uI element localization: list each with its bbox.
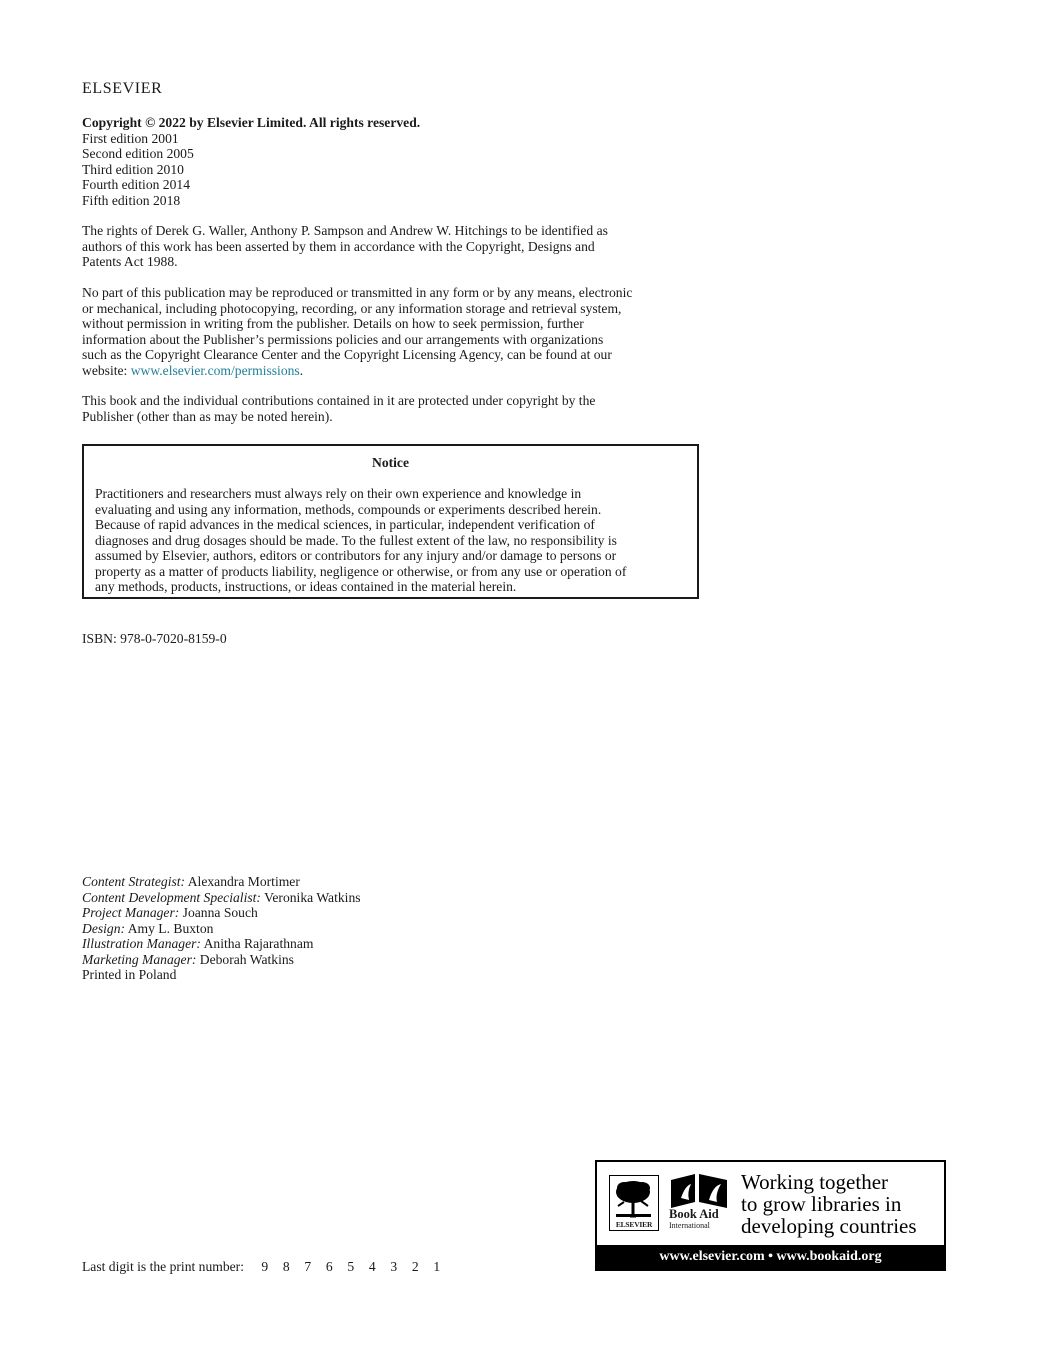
- text-line: Practitioners and researchers must always rely on their own experience and knowledge in: [95, 486, 582, 501]
- notice-box: [82, 444, 699, 599]
- credit-name: Deborah Watkins: [196, 951, 294, 967]
- slogan-line: Working together: [741, 1170, 889, 1194]
- copyright-statement: Copyright © 2022 by Elsevier Limited. All rights reserved.: [82, 115, 421, 130]
- credit-name: Joanna Souch: [179, 905, 258, 920]
- edition-line: Second edition 2005: [82, 146, 194, 161]
- bookaid-title: Book Aid: [669, 1207, 719, 1221]
- credit-role: Design:: [82, 920, 126, 936]
- elsevier-logo-label: ELSEVIER: [615, 1220, 653, 1229]
- credit-line: [82, 936, 361, 952]
- credit-name: Amy L. Buxton: [125, 920, 214, 936]
- text-line: or mechanical, including photocopying, recording, or any information storage and retrieval system,: [82, 300, 622, 316]
- tree-icon: [610, 1176, 657, 1220]
- text-line: diagnoses and drug dosages should be made. To the fullest extent of the law, no responsibility is: [95, 532, 617, 548]
- text-line: assumed by Elsevier, authors, editors or contributors for any injury and/or damage to persons or: [95, 548, 617, 563]
- print-digit: 1: [433, 1259, 441, 1274]
- protection-paragraph: [82, 393, 712, 424]
- edition-line: Third edition 2010: [82, 161, 184, 177]
- reproduction-paragraph: [82, 285, 722, 378]
- credit-role: Project Manager:: [82, 905, 180, 920]
- credit-line: [82, 952, 361, 968]
- text-line: information about the Publisher’s permissions policies and our arrangements with organizations: [82, 331, 604, 347]
- text-line: The rights of Derek G. Waller, Anthony P. Sampson and Andrew W. Hitchings to be identified as: [82, 223, 608, 238]
- text-line: without permission in writing from the publisher. Details on how to seek permission, further: [82, 316, 584, 331]
- slogan-line: developing countries: [741, 1214, 917, 1238]
- print-digit: 5: [347, 1259, 355, 1274]
- notice-title: Notice: [372, 455, 409, 470]
- slogan-line: to grow libraries in: [741, 1192, 902, 1216]
- edition-line: First edition 2001: [82, 130, 179, 146]
- credit-line: [82, 921, 361, 937]
- credit-role: Marketing Manager:: [82, 951, 197, 967]
- print-digit: 9: [261, 1259, 269, 1274]
- print-number-line: [82, 1259, 455, 1275]
- text-line: Publisher (other than as may be noted herein).: [82, 408, 333, 424]
- credits-block: [82, 874, 361, 983]
- printed-in: Printed in Poland: [82, 967, 177, 982]
- credit-role: Illustration Manager:: [82, 936, 201, 951]
- website-suffix: .: [299, 362, 304, 378]
- credit-line: [82, 874, 361, 890]
- print-digit: 3: [390, 1259, 398, 1274]
- text-line: authors of this work has been asserted by them in accordance with the Copyright, Designs and: [82, 238, 595, 254]
- notice-body: [95, 486, 692, 595]
- elsevier-tree-logo: [609, 1175, 659, 1231]
- isbn: ISBN: 978-0-7020-8159-0: [82, 631, 227, 646]
- rights-paragraph: [82, 223, 712, 270]
- text-line: evaluating and using any information, methods, compounds or experiments described herein.: [95, 501, 602, 517]
- edition-line: Fourth edition 2014: [82, 177, 190, 192]
- bookaid-name: [669, 1209, 719, 1231]
- print-digit: 4: [368, 1259, 376, 1274]
- publisher-name: ELSEVIER: [82, 80, 163, 97]
- credit-line: [82, 905, 361, 921]
- credit-name: Alexandra Mortimer: [185, 874, 300, 889]
- text-line: [82, 363, 722, 379]
- text-line: Patents Act 1988.: [82, 254, 178, 269]
- bookaid-subtitle: International: [669, 1221, 710, 1230]
- print-digit: 7: [304, 1259, 312, 1274]
- credit-role: Content Strategist:: [82, 874, 186, 889]
- credit-name: Veronika Watkins: [260, 889, 361, 905]
- text-line: Because of rapid advances in the medical sciences, in particular, independent verification of: [95, 517, 595, 532]
- credit-role: Content Development Specialist:: [82, 889, 261, 905]
- print-number-label: Last digit is the print number:: [82, 1259, 244, 1274]
- bookaid-logo: [669, 1172, 731, 1234]
- print-digit: 8: [282, 1259, 290, 1274]
- text-line: any methods, products, instructions, or ideas contained in the material herein.: [95, 579, 517, 594]
- edition-line: Fifth edition 2018: [82, 192, 181, 208]
- text-line: property as a matter of products liability, negligence or otherwise, or from any use or operation of: [95, 563, 627, 579]
- print-digits: [261, 1259, 455, 1274]
- bookaid-banner: [595, 1160, 946, 1271]
- website-prefix: website:: [82, 362, 131, 378]
- bookaid-slogan: [741, 1171, 917, 1237]
- text-line: This book and the individual contributions contained in it are protected under copyright by the: [82, 393, 596, 408]
- text-line: such as the Copyright Clearance Center and the Copyright Licensing Agency, can be found at our: [82, 347, 612, 362]
- print-digit: 6: [325, 1259, 333, 1274]
- book-aid-icon: [669, 1172, 731, 1210]
- credit-name: Anitha Rajarathnam: [200, 936, 314, 951]
- credit-line: [82, 890, 361, 906]
- bookaid-urls: www.elsevier.com • www.bookaid.org: [597, 1245, 944, 1269]
- print-digit: 2: [411, 1259, 419, 1274]
- copyright-block: [82, 115, 420, 208]
- permissions-link[interactable]: www.elsevier.com/permissions: [130, 362, 300, 378]
- text-line: No part of this publication may be reproduced or transmitted in any form or by any means, electronic: [82, 285, 633, 300]
